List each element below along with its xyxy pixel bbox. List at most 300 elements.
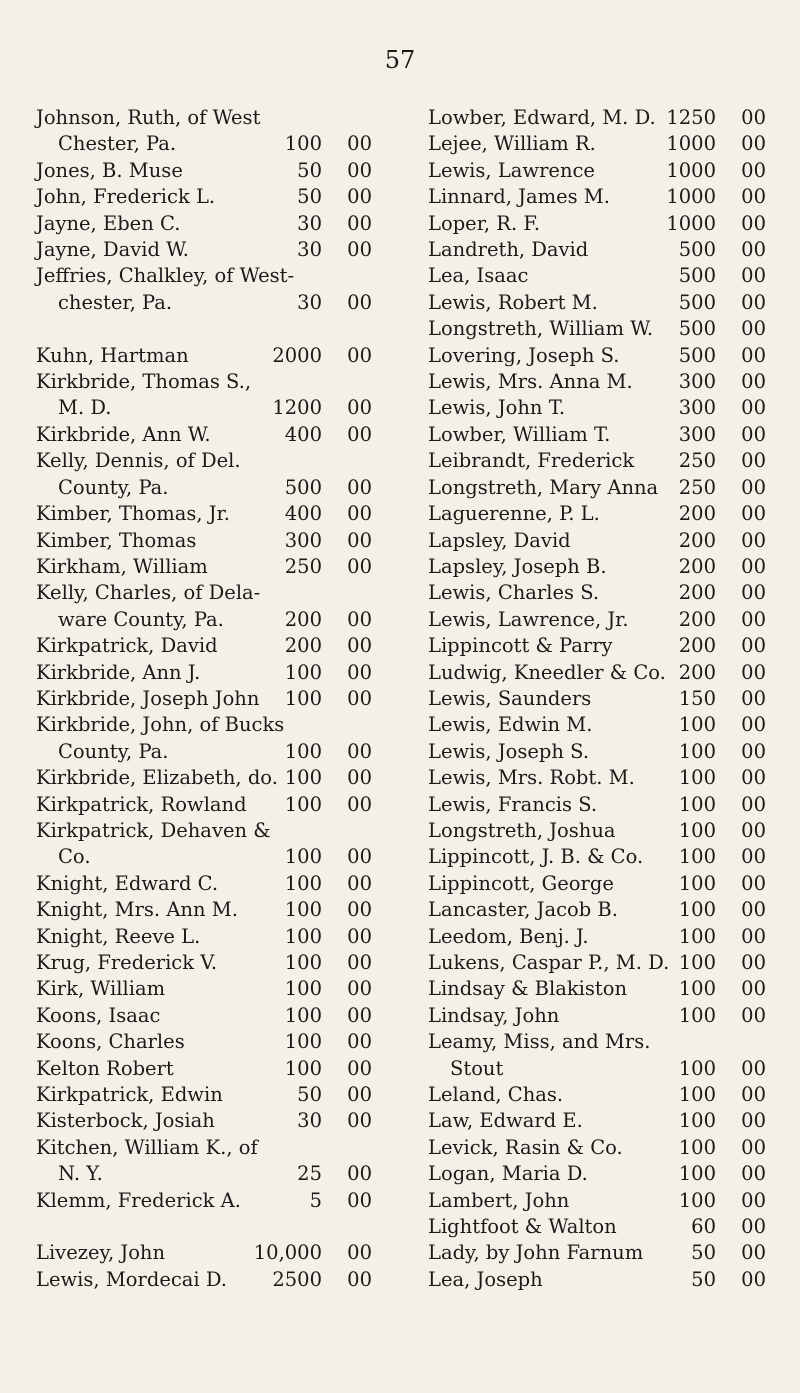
subscriber-entry [428,739,768,765]
subscriber-entry [428,395,768,421]
subscriber-name: Livezey, John [36,1241,166,1265]
subscriber-entry [36,369,372,395]
subscriber-name: Landreth, David [428,238,589,262]
amount-dollars: 100 [678,924,716,948]
amount-dollars: 30 [297,1109,322,1133]
amount-dollars: 200 [678,660,716,684]
amount-cents: 00 [741,1188,766,1212]
subscriber-name: Longstreth, Joshua [428,818,616,842]
subscriber-entry [428,1003,768,1029]
amount-cents: 00 [741,1215,766,1239]
subscriber-name: Leibrandt, Frederick [428,449,635,473]
amount-cents: 00 [347,686,372,710]
amount-cents: 00 [347,1109,372,1133]
subscriber-name: Jeffries, Chalkley, of West- [36,264,295,288]
subscriber-entry [36,633,372,659]
amount-cents: 00 [741,475,766,499]
amount-dollars: 100 [678,951,716,974]
amount-cents: 00 [347,422,372,446]
subscriber-name: Lukens, Caspar P., M. D. [428,951,670,974]
subscriber-entry [428,792,768,818]
amount-cents: 00 [741,951,766,974]
subscriber-name: ware County, Pa. [58,607,224,631]
amount-dollars: 200 [678,528,716,552]
amount-dollars: 1000 [666,158,716,182]
amount-cents: 00 [741,1162,766,1186]
subscriber-name: Lady, by John Farnum [428,1241,644,1265]
amount-cents: 00 [347,898,372,922]
subscriber-entry [36,237,372,263]
subscriber-name: Lindsay, John [428,1003,560,1027]
amount-dollars: 100 [678,792,716,816]
amount-cents: 00 [347,1162,372,1186]
subscriber-name: Kimber, Thomas, Jr. [36,502,230,526]
amount-dollars: 100 [284,660,322,684]
amount-cents: 00 [741,370,766,394]
subscriber-entry [36,448,372,474]
amount-dollars: 100 [284,1030,322,1054]
subscriber-name: Johnson, Ruth, of West [36,106,261,129]
subscriber-entry [36,1135,372,1161]
subscriber-entry [36,871,372,897]
subscriber-entry [428,686,768,712]
subscriber-name: Jones, B. Muse [36,158,183,182]
subscriber-name: Lewis, Mrs. Robt. M. [428,766,635,790]
subscriber-entry [428,844,768,870]
subscriber-entry [428,316,768,342]
amount-cents: 00 [741,238,766,262]
right-column [428,105,768,1293]
amount-dollars: 100 [284,132,322,156]
amount-dollars: 100 [678,977,716,1001]
amount-dollars: 100 [284,792,322,816]
amount-dollars: 250 [284,554,322,578]
amount-cents: 00 [741,317,766,341]
amount-dollars: 100 [678,898,716,922]
subscriber-name: Lambert, John [428,1188,570,1212]
subscriber-entry [428,475,768,501]
subscriber-name: Longstreth, William W. [428,317,654,341]
subscriber-entry [428,950,768,976]
amount-cents: 00 [347,924,372,948]
amount-dollars: 2500 [272,1267,322,1291]
subscriber-name: N. Y. [58,1162,103,1186]
subscriber-name: Lindsay & Blakiston [428,977,628,1001]
subscriber-entry [36,660,372,686]
subscriber-entry [36,422,372,448]
subscriber-name: Klemm, Frederick A. [36,1188,241,1212]
amount-cents: 00 [741,290,766,314]
amount-dollars: 50 [297,185,322,209]
subscriber-entry [36,263,372,289]
subscriber-name: Logan, Maria D. [428,1162,588,1186]
subscriber-entry [36,343,372,369]
subscriber-name: Kirkpatrick, Dehaven & [36,818,271,842]
subscriber-entry [36,1003,372,1029]
subscriber-entry [36,395,372,421]
row-spacer [36,316,372,342]
amount-cents: 00 [741,898,766,922]
amount-dollars: 400 [284,422,322,446]
subscriber-entry [428,131,768,157]
amount-dollars: 100 [678,1003,716,1027]
amount-dollars: 25 [297,1162,322,1186]
amount-cents: 00 [741,739,766,763]
subscriber-name: Lippincott, George [428,871,614,895]
subscriber-name: Law, Edward E. [428,1109,583,1133]
amount-dollars: 300 [678,370,716,394]
amount-dollars: 150 [678,686,716,710]
amount-dollars: 100 [678,739,716,763]
amount-dollars: 100 [284,845,322,869]
subscriber-entry [36,950,372,976]
amount-cents: 00 [741,924,766,948]
subscriber-entry [36,686,372,712]
subscriber-name: Lancaster, Jacob B. [428,898,618,922]
subscriber-entry [36,554,372,580]
subscriber-entry [36,528,372,554]
amount-cents: 00 [347,977,372,1001]
amount-dollars: 5 [309,1188,322,1212]
subscriber-name: Knight, Reeve L. [36,924,201,948]
amount-cents: 00 [741,581,766,605]
amount-cents: 00 [741,528,766,552]
subscriber-name: Kirkbride, Ann W. [36,422,211,446]
subscriber-name: Lewis, Charles S. [428,581,600,605]
amount-cents: 00 [347,554,372,578]
subscriber-name: Leamy, Miss, and Mrs. [428,1030,651,1054]
subscriber-name: Koons, Isaac [36,1003,161,1027]
page-number: 57 [384,46,416,74]
amount-cents: 00 [741,502,766,526]
subscriber-name: Lewis, Mordecai D. [36,1267,227,1291]
amount-dollars: 1000 [666,132,716,156]
amount-dollars: 500 [678,238,716,262]
subscriber-name: Lowber, Edward, M. D. [428,106,656,129]
amount-dollars: 250 [678,475,716,499]
amount-cents: 00 [347,951,372,974]
amount-cents: 00 [741,1267,766,1291]
amount-dollars: 100 [678,1135,716,1159]
subscriber-name: Kirkpatrick, David [36,634,218,658]
amount-dollars: 100 [678,1056,716,1080]
subscriber-entry [36,607,372,633]
amount-dollars: 100 [284,977,322,1001]
amount-dollars: 200 [678,581,716,605]
subscriber-name: Longstreth, Mary Anna [428,475,659,499]
amount-cents: 00 [347,528,372,552]
amount-cents: 00 [347,871,372,895]
amount-dollars: 100 [678,818,716,842]
amount-dollars: 50 [297,1083,322,1107]
amount-dollars: 50 [691,1241,716,1265]
amount-dollars: 30 [297,290,322,314]
amount-dollars: 50 [297,158,322,182]
amount-dollars: 500 [284,475,322,499]
amount-cents: 00 [741,1109,766,1133]
subscriber-entry [428,1056,768,1082]
subscriber-name: Kirkbride, Joseph John [36,686,260,710]
amount-dollars: 300 [678,422,716,446]
amount-cents: 00 [741,264,766,288]
subscriber-name: County, Pa. [58,475,169,499]
amount-cents: 00 [347,1267,372,1291]
amount-cents: 00 [741,845,766,869]
amount-cents: 00 [741,713,766,737]
amount-dollars: 50 [691,1267,716,1291]
subscriber-entry [36,184,372,210]
subscriber-entry [428,712,768,738]
subscriber-name: Kelton Robert [36,1056,174,1080]
left-column [36,105,372,1293]
subscriber-name: Kirkbride, Ann J. [36,660,201,684]
subscriber-entry [36,475,372,501]
subscriber-name: Lewis, Edwin M. [428,713,593,737]
amount-cents: 00 [347,396,372,420]
subscriber-entry [36,501,372,527]
amount-dollars: 100 [284,739,322,763]
subscriber-entry [36,1082,372,1108]
amount-cents: 00 [347,502,372,526]
subscriber-entry [428,580,768,606]
amount-cents: 00 [741,132,766,156]
amount-cents: 00 [741,1135,766,1159]
amount-cents: 00 [347,185,372,209]
subscriber-entry [428,1161,768,1187]
subscriber-name: Lovering, Joseph S. [428,343,620,367]
amount-cents: 00 [741,185,766,209]
amount-cents: 00 [741,1003,766,1027]
subscriber-entry [428,1267,768,1293]
amount-cents: 00 [741,554,766,578]
amount-cents: 00 [347,158,372,182]
amount-dollars: 200 [284,607,322,631]
subscriber-name: Kimber, Thomas [36,528,197,552]
subscriber-name: Chester, Pa. [58,132,177,156]
subscriber-name: County, Pa. [58,739,169,763]
subscriber-entry [428,343,768,369]
amount-cents: 00 [347,1241,372,1265]
amount-dollars: 100 [284,951,322,974]
amount-cents: 00 [347,290,372,314]
amount-cents: 00 [741,766,766,790]
subscriber-entry [36,924,372,950]
amount-cents: 00 [347,1083,372,1107]
subscriber-entry [36,1029,372,1055]
amount-cents: 00 [347,1188,372,1212]
subscriber-entry [428,105,768,131]
subscriber-entry [36,580,372,606]
amount-cents: 00 [741,396,766,420]
amount-cents: 00 [347,660,372,684]
amount-cents: 00 [741,106,766,129]
amount-dollars: 500 [678,343,716,367]
amount-dollars: 200 [678,554,716,578]
amount-dollars: 100 [678,1109,716,1133]
subscriber-name: Stout [450,1056,504,1080]
subscriber-entry [428,369,768,395]
amount-dollars: 10,000 [253,1241,322,1265]
subscriber-name: chester, Pa. [58,290,173,314]
subscriber-entry [428,871,768,897]
subscriber-name: Lewis, Lawrence [428,158,595,182]
subscriber-name: Kitchen, William K., of [36,1135,258,1159]
subscriber-name: Loper, R. F. [428,211,541,235]
amount-dollars: 100 [678,845,716,869]
subscriber-entry [36,765,372,791]
amount-cents: 00 [347,343,372,367]
subscriber-name: Lowber, William T. [428,422,611,446]
amount-dollars: 500 [678,290,716,314]
subscriber-name: Jayne, Eben C. [36,211,181,235]
subscriber-entry [428,660,768,686]
subscriber-entry [36,1240,372,1266]
subscriber-entry [36,1056,372,1082]
subscriber-name: Koons, Charles [36,1030,185,1054]
amount-dollars: 1200 [272,396,322,420]
subscriber-name: Lea, Isaac [428,264,529,288]
subscriber-entry [428,501,768,527]
amount-cents: 00 [347,607,372,631]
subscriber-name: Kisterbock, Josiah [36,1109,215,1133]
amount-dollars: 100 [678,1188,716,1212]
amount-dollars: 100 [678,1083,716,1107]
subscriber-entry [428,1240,768,1266]
subscriber-entry [36,844,372,870]
subscriber-name: Lapsley, Joseph B. [428,554,607,578]
subscriber-entry [428,1082,768,1108]
subscriber-entry [428,554,768,580]
amount-dollars: 200 [678,634,716,658]
amount-cents: 00 [347,475,372,499]
subscriber-entry [36,712,372,738]
subscriber-entry [428,263,768,289]
subscriber-name: Lippincott & Parry [428,634,613,658]
subscriber-entry [36,290,372,316]
subscriber-name: Levick, Rasin & Co. [428,1135,623,1159]
subscriber-name: Lea, Joseph [428,1267,543,1291]
amount-dollars: 1000 [666,185,716,209]
subscriber-entry [428,422,768,448]
subscriber-entry [36,792,372,818]
amount-cents: 00 [741,792,766,816]
amount-cents: 00 [741,818,766,842]
amount-cents: 00 [347,1003,372,1027]
subscriber-entry [428,448,768,474]
amount-cents: 00 [741,343,766,367]
subscriber-name: Lightfoot & Walton [428,1215,617,1239]
subscriber-name: Lewis, Lawrence, Jr. [428,607,629,631]
amount-dollars: 100 [284,1056,322,1080]
amount-cents: 00 [347,766,372,790]
subscriber-entry [36,976,372,1002]
amount-cents: 00 [741,977,766,1001]
amount-cents: 00 [347,792,372,816]
subscriber-name: Kirkham, William [36,554,208,578]
amount-dollars: 100 [284,871,322,895]
amount-dollars: 100 [678,713,716,737]
subscriber-entry [36,211,372,237]
subscriber-entry [428,211,768,237]
subscriber-entry [428,1108,768,1134]
subscriber-name: John, Frederick L. [36,185,216,209]
subscriber-name: Ludwig, Kneedler & Co. [428,660,666,684]
amount-cents: 00 [741,607,766,631]
amount-dollars: 1250 [666,106,716,129]
amount-dollars: 100 [284,898,322,922]
amount-cents: 00 [347,132,372,156]
subscriber-entry [428,528,768,554]
subscriber-entry [36,131,372,157]
amount-dollars: 200 [678,502,716,526]
subscriber-entry [428,1188,768,1214]
subscriber-entry [36,1188,372,1214]
subscriber-name: Lippincott, J. B. & Co. [428,845,644,869]
subscriber-entry [428,1135,768,1161]
amount-dollars: 100 [284,924,322,948]
subscriber-entry [36,1108,372,1134]
amount-cents: 00 [741,211,766,235]
subscriber-name: Jayne, David W. [36,238,189,262]
amount-cents: 00 [741,660,766,684]
subscriber-entry [428,1029,768,1055]
subscriber-name: Linnard, James M. [428,185,610,209]
amount-dollars: 250 [678,449,716,473]
amount-dollars: 500 [678,264,716,288]
subscriber-entry [428,924,768,950]
subscriber-name: Lewis, Robert M. [428,290,598,314]
subscriber-name: Lapsley, David [428,528,571,552]
amount-dollars: 100 [678,1162,716,1186]
amount-dollars: 300 [678,396,716,420]
subscriber-name: Kirkbride, Thomas S., [36,370,252,394]
subscriber-entry [428,818,768,844]
amount-dollars: 100 [284,766,322,790]
subscriber-entry [428,633,768,659]
amount-cents: 00 [741,1241,766,1265]
amount-dollars: 100 [284,1003,322,1027]
subscriber-name: Laguerenne, P. L. [428,502,600,526]
subscriber-name: Co. [58,845,91,869]
amount-dollars: 500 [678,317,716,341]
amount-cents: 00 [347,739,372,763]
amount-cents: 00 [741,686,766,710]
subscriber-entry [36,1267,372,1293]
subscriber-entry [428,184,768,210]
subscriber-name: Kirkbride, John, of Bucks [36,713,285,737]
amount-cents: 00 [741,158,766,182]
subscriber-entry [36,1161,372,1187]
amount-dollars: 30 [297,238,322,262]
amount-dollars: 2000 [272,343,322,367]
amount-dollars: 100 [678,766,716,790]
subscriber-name: Leedom, Benj. J. [428,924,589,948]
subscriber-name: Kirkpatrick, Rowland [36,792,247,816]
subscriber-name: Kelly, Charles, of Dela- [36,581,261,605]
amount-dollars: 200 [284,634,322,658]
amount-cents: 00 [741,871,766,895]
amount-cents: 00 [347,238,372,262]
subscriber-entry [36,897,372,923]
amount-cents: 00 [347,634,372,658]
amount-cents: 00 [347,845,372,869]
subscriber-name: Lejee, William R. [428,132,596,156]
subscriber-name: Lewis, Mrs. Anna M. [428,370,633,394]
amount-cents: 00 [741,422,766,446]
row-spacer [36,1214,372,1240]
subscriber-entry [428,976,768,1002]
amount-dollars: 60 [691,1215,716,1239]
